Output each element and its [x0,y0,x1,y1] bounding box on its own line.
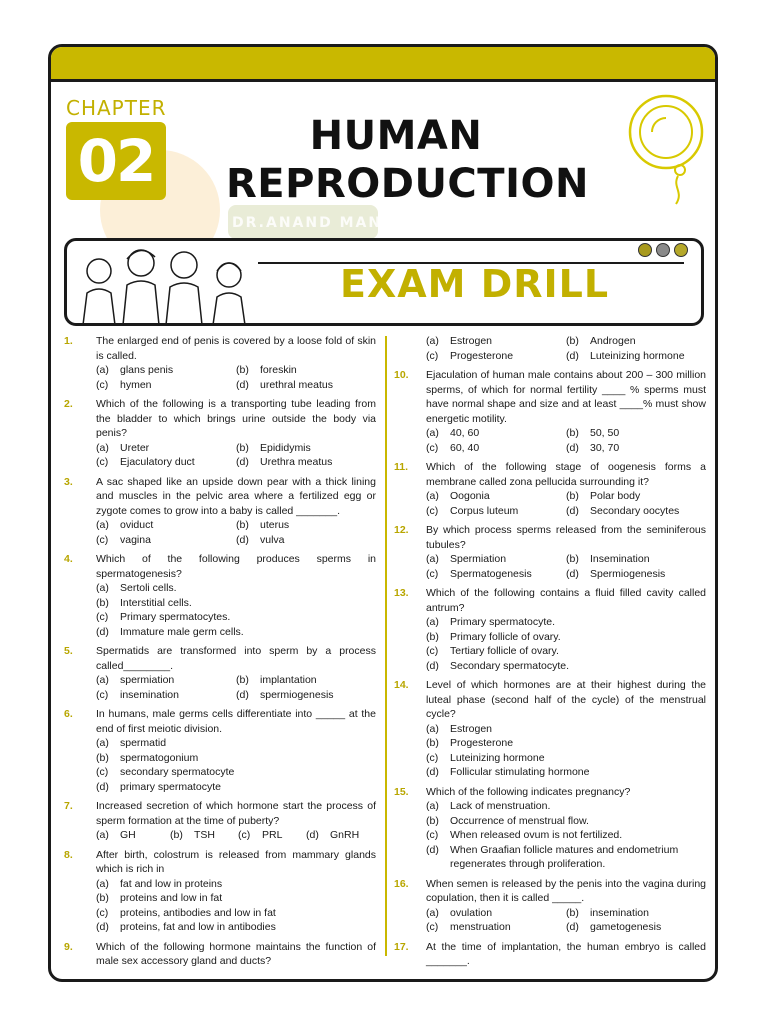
option-text: Spermiogenesis [590,567,666,580]
answer-option [426,441,566,456]
question-stem: At the time of implantation, the human embryo is called _______. [426,940,706,967]
option-letter: (c) [96,766,109,778]
answer-option [96,518,236,533]
option-letter: (b) [566,490,579,502]
answer-option [96,906,376,921]
option-text: Spermatogenesis [450,567,532,580]
question-item [394,877,706,935]
option-letter: (b) [170,829,183,841]
option-letter: (d) [426,843,439,856]
option-text: proteins, antibodies and low in fat [120,906,276,919]
answer-option [96,378,236,393]
question-item [394,460,706,518]
option-letter: (a) [426,800,439,812]
q9-options-continued [394,334,706,363]
watermark-text: DR.ANAND MANI [232,215,390,231]
option-letter: (a) [96,441,109,454]
question-number: 3. [64,475,73,488]
question-number: 16. [394,877,409,890]
question-options [96,581,376,639]
option-text: spermiation [120,674,175,686]
option-text: Lack of menstruation. [450,800,551,812]
question-item [394,368,706,455]
option-text: Ejaculatory duct [120,456,195,468]
answer-option [96,891,376,906]
option-text: Insemination [590,553,650,565]
dot-icon [656,243,670,257]
question-stem: Which of the following indicates pregnancy? [426,785,631,798]
answer-option [96,828,170,843]
option-letter: (b) [236,519,249,531]
question-number: 10. [394,369,409,381]
answer-option [96,877,376,892]
option-letter: (a) [426,616,439,628]
question-options [426,906,706,935]
question-stem: Spermatids are transformed into sperm by a process called________. [96,645,376,672]
answer-option [426,659,706,674]
answer-option [426,814,706,829]
question-item [64,799,376,843]
question-options [96,363,376,392]
option-text: Secondary oocytes [590,504,680,517]
option-letter: (a) [426,722,439,735]
question-options [96,441,376,470]
answer-option [566,906,706,921]
answer-option [426,722,706,737]
title-line-1: HUMAN [309,113,483,159]
option-text: Luteinizing hormone [450,751,545,764]
answer-option [96,441,236,456]
option-letter: (c) [426,567,439,580]
option-text: Immature male germ cells. [120,625,244,638]
question-stem: The enlarged end of penis is covered by a loose fold of skin is called. [96,335,376,362]
answer-option [566,334,706,349]
option-letter: (c) [426,349,439,362]
question-stem: Which of the following is a transporting tube leading from the bladder to which brings urine outside the body via penis? [96,398,376,439]
title-line-2: REPRODUCTION [226,161,589,207]
answer-option [96,581,376,596]
option-text: glans penis [120,364,174,376]
option-text: When released ovum is not fertilized. [450,829,623,841]
question-options [96,828,376,843]
question-stem: A sac shaped like an upside down pear with a thick lining and muscles in the pelvic area where a fertilized egg or zygote comes to grow into a baby is called _______. [96,475,376,517]
option-letter: (b) [426,737,439,749]
option-text: Spermiation [450,553,507,565]
option-letter: (a) [426,906,439,919]
answer-option [236,441,376,456]
option-letter: (a) [96,829,109,841]
answer-option [96,610,376,625]
question-options [426,799,706,872]
option-letter: (b) [96,751,109,764]
question-number: 8. [64,848,73,861]
option-text: implantation [260,674,317,686]
option-letter: (d) [236,378,249,391]
answer-option [170,828,238,843]
option-letter: (b) [566,335,579,347]
option-text: Androgen [590,335,636,347]
option-text: Estrogen [450,335,493,347]
answer-option [236,455,376,470]
banner-dots [638,243,688,257]
question-item [64,552,376,639]
question-stem: Which of the following contains a fluid filled cavity called antrum? [426,587,706,614]
option-text: Polar body [590,490,641,502]
option-letter: (b) [566,906,579,919]
question-item [64,707,376,794]
question-stem: Which of the following produces sperms in spermatogenesis? [96,553,376,580]
option-letter: (a) [96,877,109,890]
answer-option [566,920,706,935]
answer-option [426,765,706,780]
answer-option [96,688,236,703]
option-letter: (c) [96,456,109,468]
answer-option [426,906,566,921]
option-letter: (d) [236,533,249,546]
question-item [64,397,376,470]
question-stem: Which of the following stage of oogenesis forms a membrane called zona pellucida surrounding it? [426,461,706,488]
option-text: When Graafian follicle matures and endometrium regenerates through proliferation. [450,843,679,870]
answer-option [96,736,376,751]
answer-option [426,799,706,814]
option-text: uterus [260,519,290,531]
option-letter: (c) [426,829,439,841]
answer-option [566,349,706,364]
question-options [96,877,376,935]
question-item [394,678,706,780]
option-letter: (c) [426,751,439,764]
answer-option [426,426,566,441]
question-number: 1. [64,335,73,347]
option-text: Secondary spermatocyte. [450,659,570,672]
option-text: secondary spermatocyte [120,766,235,778]
option-letter: (b) [236,674,249,686]
answer-option [96,455,236,470]
option-letter: (d) [236,456,249,468]
option-letter: (d) [566,349,579,362]
option-text: Luteinizing hormone [590,349,685,362]
question-stem: Ejaculation of human male contains about 200 – 300 million sperms, of which for normal fertility ____ % sperms must have normal shape and size and at least ____% must show energetic motility. [426,369,706,425]
option-text: proteins and low in fat [120,892,223,904]
left-column [64,334,376,974]
students-cartoon-icon [69,241,269,325]
option-text: spermatogonium [120,751,199,764]
answer-option [426,334,566,349]
option-text: insemination [120,688,179,701]
option-letter: (c) [96,688,109,701]
question-item [394,586,706,673]
question-number: 7. [64,800,73,812]
answer-option [426,630,706,645]
question-stem: After birth, colostrum is released from mammary glands which is rich in [96,848,376,875]
answer-option [96,363,236,378]
option-letter: (c) [96,906,109,919]
option-text: proteins, fat and low in antibodies [120,921,276,933]
answer-option [96,625,376,640]
answer-option [96,780,376,795]
option-text: ovulation [450,906,493,919]
question-item [394,940,706,969]
right-question-list [394,368,706,969]
question-options [96,673,376,702]
option-letter: (b) [236,441,249,454]
option-letter: (c) [426,441,439,454]
answer-option [426,489,566,504]
answer-option [236,363,376,378]
option-letter: (b) [426,814,439,827]
answer-option [426,567,566,582]
option-letter: (d) [566,504,579,517]
option-text: GH [120,829,136,841]
option-letter: (c) [96,378,109,391]
answer-option [566,441,706,456]
answer-option [96,920,376,935]
answer-option [566,552,706,567]
question-number: 4. [64,553,73,565]
option-letter: (d) [566,921,579,933]
question-stem: Level of which hormones are at their highest during the luteal phase (second half of the cycle) of the menstrual cycle? [426,679,706,720]
option-text: Progesterone [450,737,514,749]
option-letter: (a) [96,737,109,749]
question-number: 11. [394,461,409,473]
option-letter: (d) [306,829,319,841]
sperm-egg-illustration-icon [622,92,712,212]
option-text: oviduct [120,519,154,531]
question-item [394,523,706,581]
option-letter: (a) [426,553,439,565]
answer-option [306,828,376,843]
option-text: Sertoli cells. [120,582,177,594]
question-number: 15. [394,785,409,798]
option-text: foreskin [260,364,297,376]
option-text: Epididymis [260,441,311,454]
question-number: 17. [394,940,409,953]
answer-option [238,828,306,843]
answer-option [96,533,236,548]
option-letter: (a) [96,519,109,531]
answer-option [426,615,706,630]
chapter-label: CHAPTER [66,96,167,120]
answer-option [566,504,706,519]
question-options [96,736,376,794]
option-text: spermatid [120,737,167,749]
right-column [394,334,706,974]
option-text: 40, 60 [450,427,480,439]
answer-option [96,751,376,766]
option-letter: (c) [426,504,439,517]
question-number: 9. [64,940,73,953]
option-text: 50, 50 [590,427,620,439]
question-number: 12. [394,524,409,536]
question-number: 14. [394,679,409,691]
option-letter: (a) [426,335,439,347]
chapter-title [226,112,589,208]
option-letter: (d) [96,625,109,638]
option-letter: (d) [426,766,439,778]
top-color-bar [51,47,715,82]
option-letter: (b) [566,553,579,565]
option-text: Primary spermatocytes. [120,611,231,623]
exam-drill-title: EXAM DRILL [340,262,610,306]
option-text: Urethra meatus [260,456,333,468]
option-text: insemination [590,906,649,919]
question-options [426,426,706,455]
answer-option [426,736,706,751]
dot-icon [638,243,652,257]
option-text: primary spermatocyte [120,780,221,793]
question-item [64,940,376,969]
answer-option [426,644,706,659]
question-item [64,334,376,392]
option-letter: (a) [96,674,109,686]
question-number: 5. [64,645,73,657]
option-letter: (d) [236,688,249,701]
answer-option [426,504,566,519]
option-letter: (d) [566,567,579,580]
answer-option [426,751,706,766]
option-text: Progesterone [450,349,514,362]
option-text: vagina [120,533,151,546]
answer-option [426,349,566,364]
answer-option [426,552,566,567]
question-item [64,848,376,935]
option-letter: (c) [96,533,109,546]
question-item [394,785,706,872]
answer-option [236,688,376,703]
answer-option [96,596,376,611]
answer-option [426,843,706,872]
answer-option [96,765,376,780]
option-letter: (c) [238,829,251,841]
option-text: Estrogen [450,722,493,735]
option-letter: (b) [96,892,109,904]
question-options [426,552,706,581]
option-text: Primary follicle of ovary. [450,630,561,643]
column-divider [385,336,387,956]
answer-option [566,489,706,504]
option-text: menstruation [450,921,511,933]
question-options [426,489,706,518]
option-text: 30, 70 [590,441,620,454]
question-stem: Increased secretion of which hormone start the process of sperm formation at the time of puberty? [96,800,376,827]
option-text: spermiogenesis [260,688,334,701]
chapter-number: 02 [66,122,166,200]
option-text: Corpus luteum [450,504,519,517]
answer-option [566,426,706,441]
option-letter: (d) [96,780,109,793]
question-stem: By which process sperms released from the seminiferous tubules? [426,524,706,551]
option-text: vulva [260,533,285,546]
question-number: 13. [394,587,409,599]
question-stem: Which of the following hormone maintains the function of male sex accessory gland and ducts? [96,940,376,967]
question-number: 6. [64,708,73,720]
option-letter: (d) [566,441,579,454]
option-text: Ureter [120,441,150,454]
answer-option [426,828,706,843]
option-text: GnRH [330,829,360,841]
option-letter: (a) [96,582,109,594]
question-item [64,644,376,702]
answer-option [236,673,376,688]
dot-icon [674,243,688,257]
option-letter: (d) [96,921,109,933]
option-letter: (c) [426,645,439,657]
question-item [64,475,376,548]
answer-option [96,673,236,688]
option-text: Occurrence of menstrual flow. [450,814,589,827]
option-text: Tertiary follicle of ovary. [450,645,559,657]
option-text: TSH [194,829,215,841]
option-letter: (a) [96,364,109,376]
answer-option [236,533,376,548]
option-letter: (b) [236,364,249,376]
option-text: 60, 40 [450,441,480,454]
option-letter: (a) [426,490,439,502]
option-letter: (c) [96,611,109,623]
option-letter: (a) [426,427,439,439]
option-text: PRL [262,829,283,841]
option-letter: (b) [96,596,109,609]
question-number: 2. [64,398,73,410]
option-letter: (c) [426,921,439,933]
question-options [96,518,376,547]
question-stem: In humans, male germs cells differentiate into _____ at the end of first meiotic division. [96,708,376,735]
option-text: hymen [120,378,152,391]
answer-option [236,378,376,393]
answer-option [566,567,706,582]
question-options [426,722,706,780]
option-text: Interstitial cells. [120,596,192,609]
option-letter: (b) [566,427,579,439]
option-letter: (b) [426,630,439,643]
option-text: Follicular stimulating hormone [450,766,590,778]
question-options [426,615,706,673]
option-text: urethral meatus [260,378,333,391]
question-stem: When semen is released by the penis into the vagina during copulation, then it is called _____. [426,877,706,904]
option-text: gametogenesis [590,921,662,933]
option-text: Primary spermatocyte. [450,616,556,628]
option-text: Oogonia [450,490,490,502]
option-letter: (d) [426,659,439,672]
option-text: fat and low in proteins [120,877,223,890]
answer-option [236,518,376,533]
answer-option [426,920,566,935]
